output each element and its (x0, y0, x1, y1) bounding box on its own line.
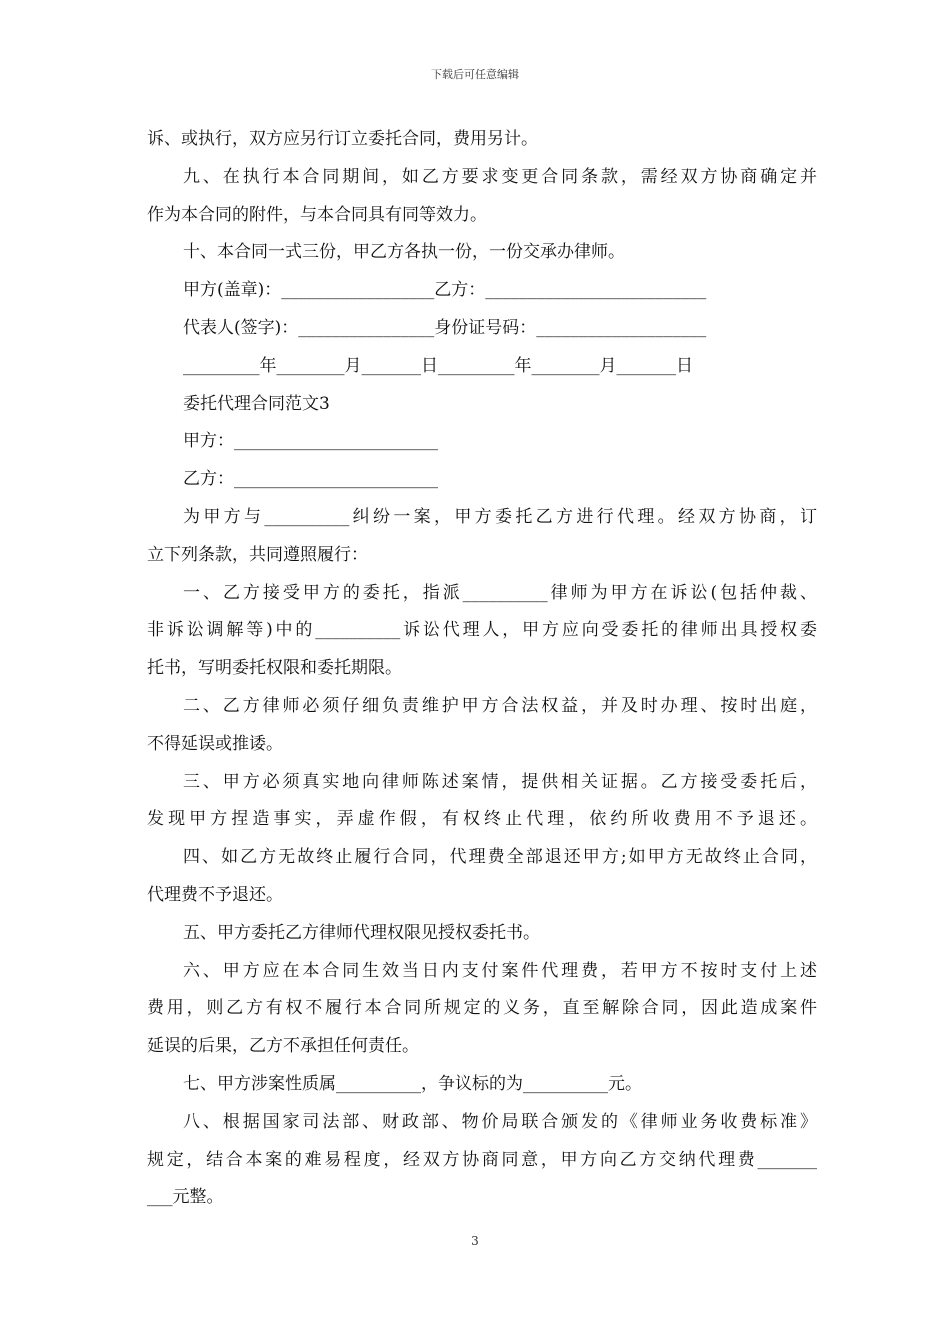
document-body (147, 121, 817, 1217)
text-line: 立下列条款，共同遵照履行： (147, 544, 368, 565)
text-line: 九、在执行本合同期间，如乙方要求变更合同条款，需经双方协商确定并 (183, 166, 817, 187)
text-line: 诉、或执行，双方应另行订立委托合同，费用另计。 (147, 129, 538, 149)
text-line: 不得延误或推诿。 (147, 733, 283, 754)
text-line: 八、根据国家司法部、财政部、物价局联合颁发的《律师业务收费标准》 (183, 1111, 817, 1132)
text-line: 代理费不予退还。 (147, 884, 283, 905)
text-line: 延误的后果，乙方不承担任何责任。 (147, 1036, 419, 1057)
text-line: 十、本合同一式三份，甲乙方各执一份，一份交承办律师。 (183, 242, 625, 263)
text-line: 乙方：________________________ (183, 469, 438, 490)
text-line: 为甲方与__________纠纷一案，甲方委托乙方进行代理。经双方协商，订 (183, 506, 817, 527)
text-line: 委托代理合同范文3 (183, 393, 330, 414)
text-line: 作为本合同的附件，与本合同具有同等效力。 (147, 204, 487, 225)
page-header: 下载后可任意编辑 (431, 68, 519, 81)
text-line: 一、乙方接受甲方的委托，指派__________律师为甲方在诉讼(包括仲裁、 (183, 582, 817, 603)
text-line: ___元整。 (147, 1187, 224, 1208)
text-line: 非诉讼调解等)中的__________诉讼代理人，甲方应向受委托的律师出具授权委 (147, 620, 817, 641)
page-number: 3 (471, 1234, 479, 1248)
text-line: 费用，则乙方有权不履行本合同所规定的义务，直至解除合同，因此造成案件 (147, 998, 817, 1019)
text-line: 六、甲方应在本合同生效当日内支付案件代理费，若甲方不按时支付上述 (183, 960, 817, 981)
text-line: 七、甲方涉案性质属__________，争议标的为__________元。 (183, 1073, 642, 1094)
text-line: 五、甲方委托乙方律师代理权限见授权委托书。 (183, 922, 540, 943)
text-line: 二、乙方律师必须仔细负责维护甲方合法权益，并及时办理、按时出庭， (183, 695, 817, 716)
text-line: 规定，结合本案的难易程度，经双方协商同意，甲方向乙方交纳代理费_______ (147, 1149, 817, 1170)
text-line: 甲方(盖章)：__________________乙方：__________________________ (183, 280, 707, 301)
text-line: 三、甲方必须真实地向律师陈述案情，提供相关证据。乙方接受委托后， (183, 771, 817, 792)
text-line: _________年________月_______日_________年________月_______日 (183, 355, 693, 376)
text-line: 托书，写明委托权限和委托期限。 (147, 658, 402, 679)
text-line: 甲方：________________________ (183, 431, 438, 452)
text-line: 四、如乙方无故终止履行合同，代理费全部退还甲方;如甲方无故终止合同， (183, 847, 817, 868)
text-line: 发现甲方捏造事实，弄虚作假，有权终止代理，依约所收费用不予退还。 (147, 809, 817, 830)
text-line: 代表人(签字)：________________身份证号码：____________________ (183, 317, 707, 338)
